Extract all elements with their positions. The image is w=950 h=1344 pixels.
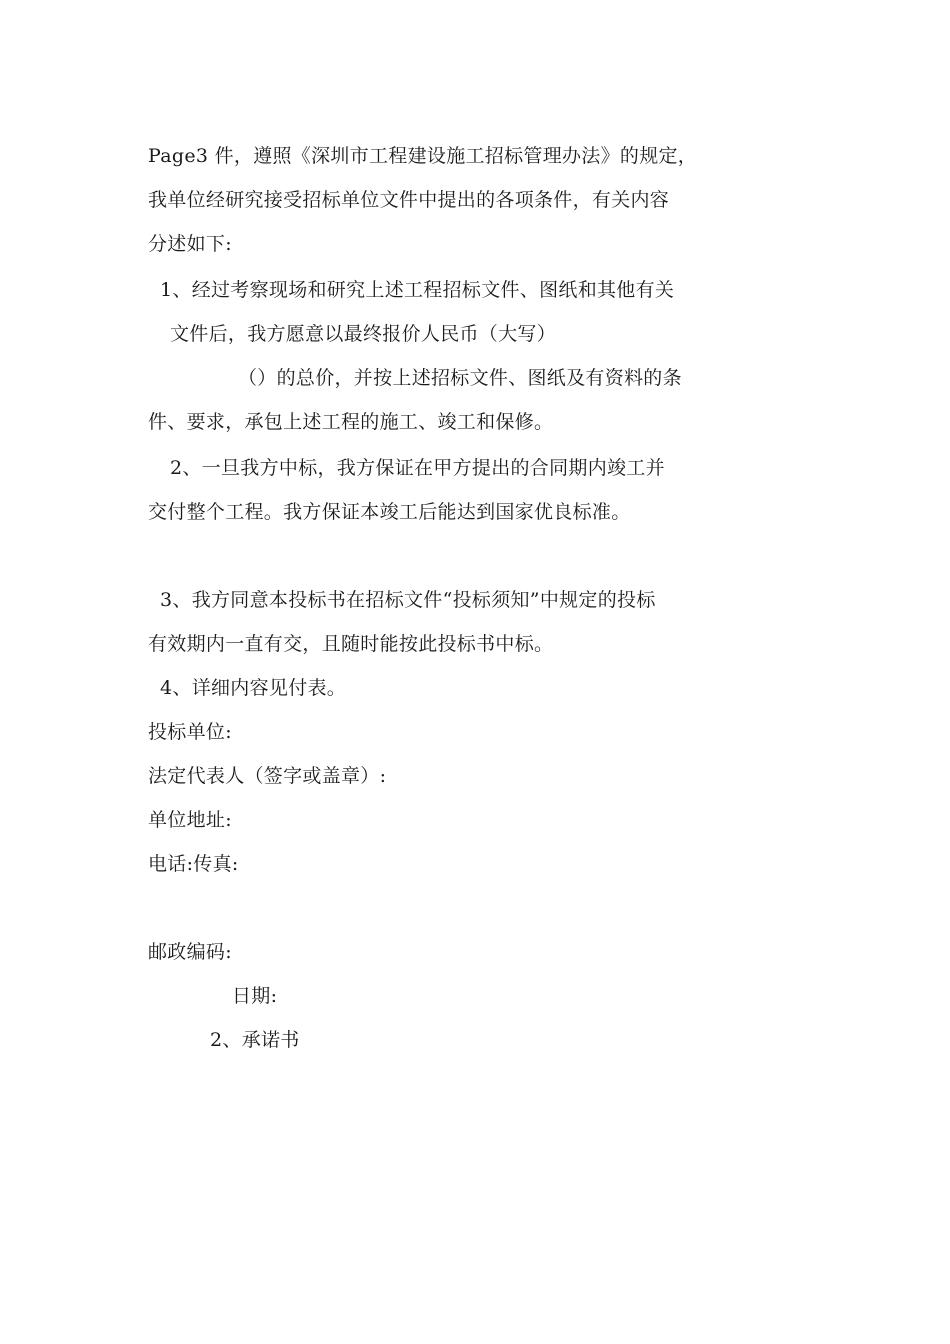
field-bidder: 投标单位:: [148, 721, 232, 743]
field-address: 单位地址:: [148, 809, 232, 831]
item1-line-3: （）的总价，并按上述招标文件、图纸及有资料的条: [238, 367, 682, 389]
intro-line-2: 我单位经研究接受招标单位文件中提出的各项条件，有关内容: [148, 189, 670, 211]
item4-line-1: 4、详细内容见付表。: [160, 677, 347, 699]
field-legal-representative: 法定代表人（签字或盖章）:: [148, 765, 387, 787]
field-phone-fax: 电话:传真:: [148, 853, 239, 875]
item2-line-1: 2、一旦我方中标，我方保证在甲方提出的合同期内竣工并: [170, 457, 665, 479]
item1-line-2: 文件后，我方愿意以最终报价人民币（大写）: [170, 323, 557, 345]
intro-line-1: Page3 件，遵照《深圳市工程建设施工招标管理办法》的规定，: [148, 145, 698, 167]
intro-line-3: 分述如下:: [148, 233, 232, 255]
section-heading-commitment: 2、承诺书: [210, 1029, 300, 1051]
item3-line-2: 有效期内一直有交，且随时能按此投标书中标。: [148, 633, 554, 655]
item3-line-1: 3、我方同意本投标书在招标文件“投标须知”中规定的投标: [160, 589, 656, 611]
field-postcode: 邮政编码:: [148, 941, 232, 963]
item2-line-2: 交付整个工程。我方保证本竣工后能达到国家优良标准。: [148, 501, 631, 523]
field-date: 日期:: [232, 985, 278, 1007]
item1-line-1: 1、经过考察现场和研究上述工程招标文件、图纸和其他有关: [160, 279, 675, 301]
item1-line-4: 件、要求，承包上述工程的施工、竣工和保修。: [148, 411, 554, 433]
